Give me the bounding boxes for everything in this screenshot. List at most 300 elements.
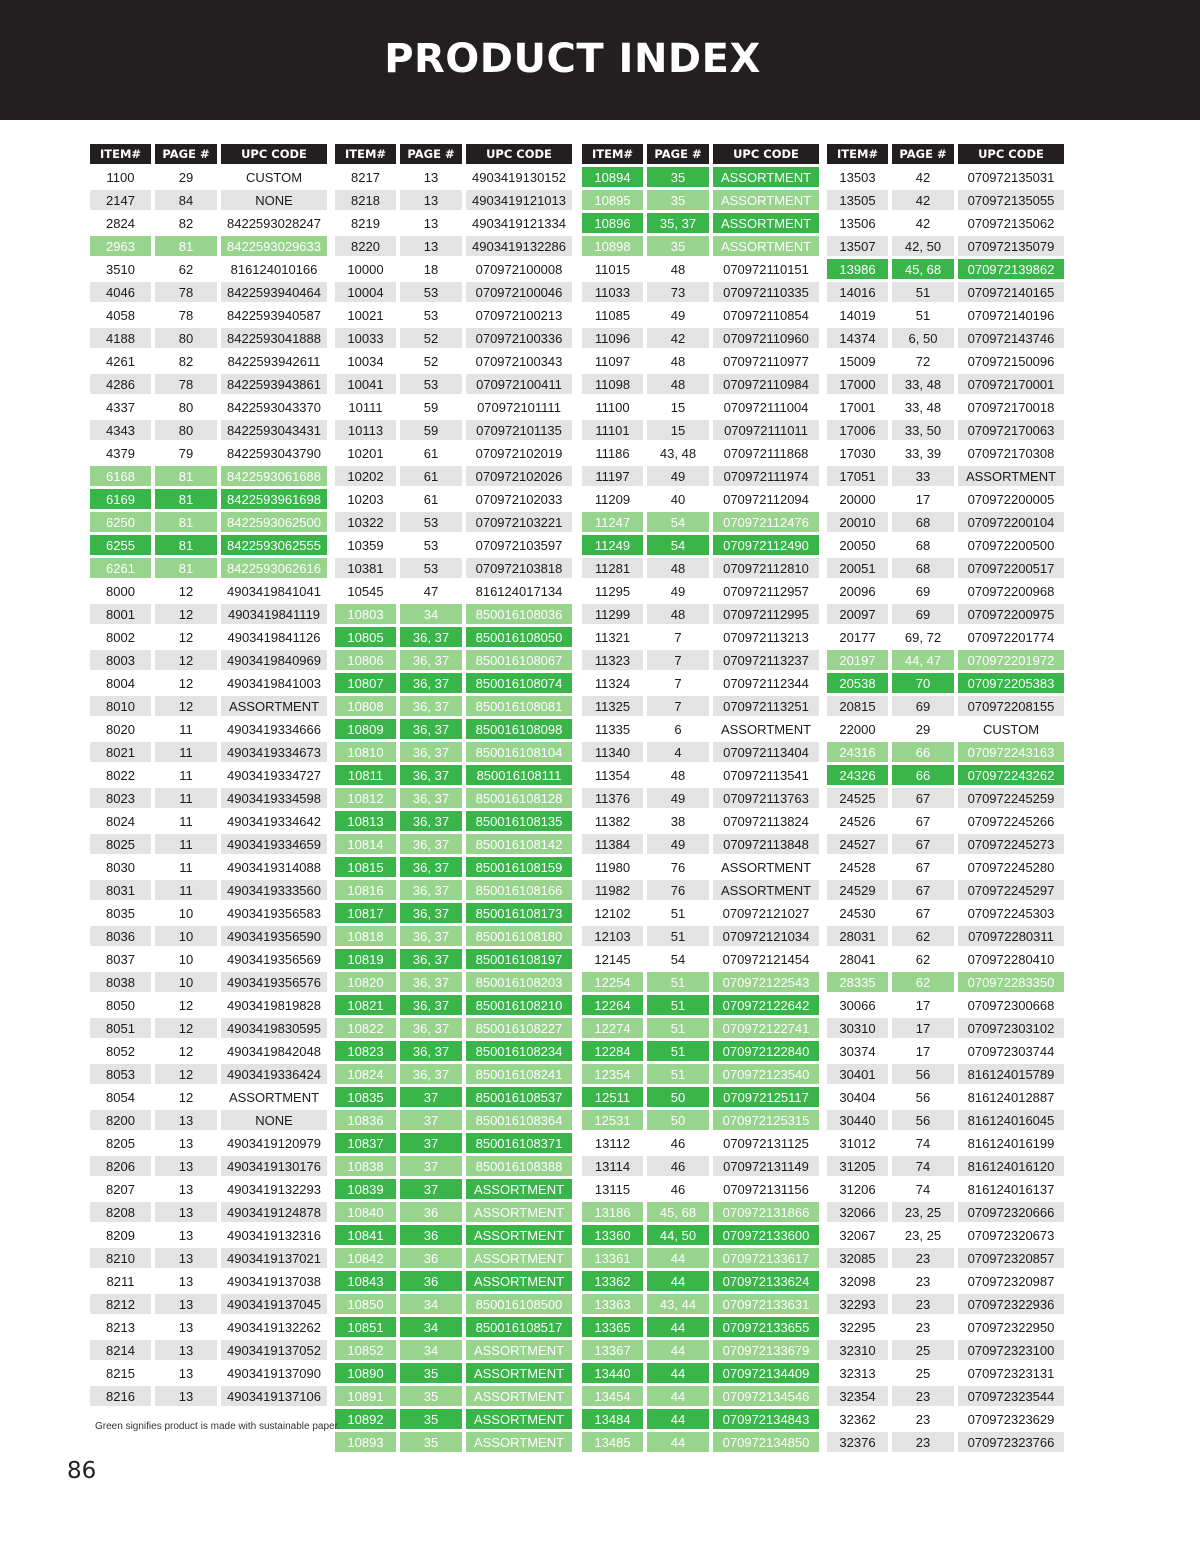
upc-cell: 850016108135 [466, 811, 572, 831]
item-cell: 14016 [827, 282, 888, 302]
table-row [335, 1018, 572, 1038]
item-cell: 32310 [827, 1340, 888, 1360]
table-row [827, 1041, 1064, 1061]
item-cell: 11096 [582, 328, 643, 348]
item-cell: 10839 [335, 1179, 396, 1199]
upc-cell: ASSORTMENT [466, 1202, 572, 1222]
table-row [335, 443, 572, 463]
upc-cell: 4903419132262 [221, 1317, 327, 1337]
column-header-upc: UPC CODE [221, 144, 327, 164]
item-cell: 8220 [335, 236, 396, 256]
item-cell: 20815 [827, 696, 888, 716]
table-row [582, 811, 819, 831]
page-cell: 67 [892, 903, 954, 923]
page-cell: 23 [892, 1271, 954, 1291]
upc-cell: 070972140196 [958, 305, 1064, 325]
upc-cell: 4903419121013 [466, 190, 572, 210]
page-cell: 17 [892, 489, 954, 509]
table-row [582, 903, 819, 923]
upc-cell: 070972140165 [958, 282, 1064, 302]
page-cell: 69, 72 [892, 627, 954, 647]
item-cell: 11323 [582, 650, 643, 670]
item-cell: 8217 [335, 167, 396, 187]
item-cell: 24528 [827, 857, 888, 877]
item-cell: 11085 [582, 305, 643, 325]
table-row [827, 1340, 1064, 1360]
page-cell: 69 [892, 581, 954, 601]
upc-cell: 070972300668 [958, 995, 1064, 1015]
item-cell: 13506 [827, 213, 888, 233]
page-cell: 49 [647, 788, 709, 808]
table-row [335, 305, 572, 325]
table-row [827, 1064, 1064, 1084]
item-cell: 32098 [827, 1271, 888, 1291]
page-cell: 66 [892, 765, 954, 785]
page-cell: 25 [892, 1363, 954, 1383]
upc-cell: 4903419137106 [221, 1386, 327, 1406]
item-cell: 28031 [827, 926, 888, 946]
page-cell: 12 [155, 1041, 217, 1061]
upc-cell: 816124016137 [958, 1179, 1064, 1199]
page-cell: 13 [155, 1386, 217, 1406]
upc-cell: 070972200500 [958, 535, 1064, 555]
page-cell: 78 [155, 305, 217, 325]
table-row [335, 1110, 572, 1130]
table-row [827, 466, 1064, 486]
page-cell: 36, 37 [400, 857, 462, 877]
item-cell: 8036 [90, 926, 151, 946]
page-cell: 36, 37 [400, 949, 462, 969]
table-row [827, 558, 1064, 578]
table-row [827, 397, 1064, 417]
page-cell: 36, 37 [400, 1064, 462, 1084]
item-cell: 2147 [90, 190, 151, 210]
item-cell: 11281 [582, 558, 643, 578]
table-row [335, 1133, 572, 1153]
item-cell: 8000 [90, 581, 151, 601]
upc-cell: ASSORTMENT [466, 1271, 572, 1291]
item-cell: 8031 [90, 880, 151, 900]
upc-cell: 070972122543 [713, 972, 819, 992]
table-row [90, 1386, 327, 1406]
page-cell: 35 [400, 1409, 462, 1429]
item-cell: 24525 [827, 788, 888, 808]
table-row [90, 1271, 327, 1291]
page-cell: 12 [155, 1064, 217, 1084]
table-row [90, 1225, 327, 1245]
upc-cell: 8422593942611 [221, 351, 327, 371]
item-cell: 10843 [335, 1271, 396, 1291]
upc-cell: ASSORTMENT [713, 213, 819, 233]
table-row [582, 1041, 819, 1061]
upc-cell: 070972100411 [466, 374, 572, 394]
upc-cell: 070972280311 [958, 926, 1064, 946]
upc-cell: 8422593043370 [221, 397, 327, 417]
page-cell: 13 [155, 1248, 217, 1268]
table-row [582, 236, 819, 256]
item-cell: 10838 [335, 1156, 396, 1176]
table-row [582, 1133, 819, 1153]
table-row [335, 627, 572, 647]
page-cell: 45, 68 [647, 1202, 709, 1222]
page-cell: 37 [400, 1087, 462, 1107]
table-row [582, 1087, 819, 1107]
page-cell: 50 [647, 1087, 709, 1107]
table-row [827, 696, 1064, 716]
page-cell: 36, 37 [400, 834, 462, 854]
page-cell: 48 [647, 604, 709, 624]
table-row [827, 1018, 1064, 1038]
page-cell: 53 [400, 374, 462, 394]
item-cell: 11980 [582, 857, 643, 877]
page-cell: 11 [155, 719, 217, 739]
table-row [827, 282, 1064, 302]
page-cell: 12 [155, 581, 217, 601]
item-cell: 13485 [582, 1432, 643, 1452]
upc-cell: 850016108371 [466, 1133, 572, 1153]
page-cell: 46 [647, 1179, 709, 1199]
upc-cell: 070972134409 [713, 1363, 819, 1383]
page-cell: 62 [892, 949, 954, 969]
table-row [335, 489, 572, 509]
product-index-table [86, 141, 331, 1409]
page-cell: 25 [892, 1340, 954, 1360]
page-cell: 35 [400, 1432, 462, 1452]
page-cell: 73 [647, 282, 709, 302]
table-row [90, 1110, 327, 1130]
upc-cell: 850016108197 [466, 949, 572, 969]
upc-cell: NONE [221, 1110, 327, 1130]
upc-cell: 8422593043431 [221, 420, 327, 440]
page-cell: 12 [155, 627, 217, 647]
upc-cell: 070972100336 [466, 328, 572, 348]
column-header-page: PAGE # [892, 144, 954, 164]
page-cell: 42 [892, 167, 954, 187]
table-row [827, 1156, 1064, 1176]
page-title: PRODUCT INDEX [384, 36, 761, 82]
upc-cell: 070972121454 [713, 949, 819, 969]
item-cell: 13440 [582, 1363, 643, 1383]
upc-cell: 070972200104 [958, 512, 1064, 532]
table-row [90, 190, 327, 210]
page-cell: 68 [892, 535, 954, 555]
upc-cell: 070972112344 [713, 673, 819, 693]
item-cell: 11249 [582, 535, 643, 555]
table-row [827, 604, 1064, 624]
item-cell: 10201 [335, 443, 396, 463]
table-row [582, 1386, 819, 1406]
table-row [582, 351, 819, 371]
page-cell: 80 [155, 328, 217, 348]
upc-cell: 4903419120979 [221, 1133, 327, 1153]
table-row [827, 1386, 1064, 1406]
table-row [827, 1179, 1064, 1199]
item-cell: 12254 [582, 972, 643, 992]
upc-cell: NONE [221, 190, 327, 210]
table-row [827, 834, 1064, 854]
item-cell: 8003 [90, 650, 151, 670]
upc-cell: 070972133631 [713, 1294, 819, 1314]
item-cell: 10852 [335, 1340, 396, 1360]
page-cell: 13 [400, 190, 462, 210]
item-cell: 6169 [90, 489, 151, 509]
upc-cell: ASSORTMENT [466, 1432, 572, 1452]
item-cell: 10835 [335, 1087, 396, 1107]
item-cell: 10824 [335, 1064, 396, 1084]
upc-cell: 4903419137038 [221, 1271, 327, 1291]
page-cell: 10 [155, 972, 217, 992]
upc-cell: 070972150096 [958, 351, 1064, 371]
upc-cell: 070972323629 [958, 1409, 1064, 1429]
item-cell: 13367 [582, 1340, 643, 1360]
page-cell: 7 [647, 650, 709, 670]
upc-cell: 4903419130152 [466, 167, 572, 187]
upc-cell: 4903419314088 [221, 857, 327, 877]
page-cell: 33, 48 [892, 397, 954, 417]
item-cell: 8010 [90, 696, 151, 716]
table-row [335, 1386, 572, 1406]
page-cell: 66 [892, 742, 954, 762]
upc-cell: 816124015789 [958, 1064, 1064, 1084]
table-row [90, 1087, 327, 1107]
upc-cell: 816124016045 [958, 1110, 1064, 1130]
table-row [582, 696, 819, 716]
table-row [335, 1179, 572, 1199]
upc-cell: ASSORTMENT [221, 696, 327, 716]
table-row [827, 857, 1064, 877]
item-cell: 11098 [582, 374, 643, 394]
table-row [90, 742, 327, 762]
table-row [90, 466, 327, 486]
page-cell: 82 [155, 351, 217, 371]
page-cell: 51 [647, 1064, 709, 1084]
upc-cell: 070972303102 [958, 1018, 1064, 1038]
page-cell: 50 [647, 1110, 709, 1130]
upc-cell: ASSORTMENT [466, 1386, 572, 1406]
upc-cell: 4903419137021 [221, 1248, 327, 1268]
table-row [90, 650, 327, 670]
item-cell: 24530 [827, 903, 888, 923]
page-cell: 69 [892, 696, 954, 716]
item-cell: 8200 [90, 1110, 151, 1130]
page-cell: 13 [155, 1340, 217, 1360]
page-cell: 52 [400, 328, 462, 348]
upc-cell: 070972101111 [466, 397, 572, 417]
upc-cell: 070972133655 [713, 1317, 819, 1337]
upc-cell: ASSORTMENT [713, 167, 819, 187]
upc-cell: 070972201972 [958, 650, 1064, 670]
item-cell: 4343 [90, 420, 151, 440]
table-row [335, 719, 572, 739]
item-cell: 10894 [582, 167, 643, 187]
upc-cell: 070972100008 [466, 259, 572, 279]
item-cell: 13505 [827, 190, 888, 210]
page-cell: 36, 37 [400, 903, 462, 923]
upc-cell: 4903419841041 [221, 581, 327, 601]
item-cell: 8038 [90, 972, 151, 992]
upc-cell: ASSORTMENT [466, 1340, 572, 1360]
upc-cell: 4903419356569 [221, 949, 327, 969]
table-row [90, 1340, 327, 1360]
table-row [827, 1110, 1064, 1130]
upc-cell: 8422593062500 [221, 512, 327, 532]
upc-cell: 816124012887 [958, 1087, 1064, 1107]
upc-cell: 070972133617 [713, 1248, 819, 1268]
column-header-item: ITEM# [582, 144, 643, 164]
item-cell: 8024 [90, 811, 151, 831]
page-cell: 54 [647, 535, 709, 555]
upc-cell: 850016108537 [466, 1087, 572, 1107]
upc-cell: 4903419841003 [221, 673, 327, 693]
upc-cell: ASSORTMENT [713, 719, 819, 739]
upc-cell: ASSORTMENT [466, 1179, 572, 1199]
page-cell: 23 [892, 1432, 954, 1452]
page-cell: 76 [647, 880, 709, 900]
upc-cell: 070972103818 [466, 558, 572, 578]
page-cell: 79 [155, 443, 217, 463]
page-cell: 36, 37 [400, 811, 462, 831]
table-row [827, 420, 1064, 440]
item-cell: 10815 [335, 857, 396, 877]
upc-cell: ASSORTMENT [713, 190, 819, 210]
page-cell: 80 [155, 397, 217, 417]
upc-cell: 070972111011 [713, 420, 819, 440]
table-row [335, 512, 572, 532]
upc-cell: 070972245259 [958, 788, 1064, 808]
upc-cell: 850016108111 [466, 765, 572, 785]
page-cell: 35, 37 [647, 213, 709, 233]
upc-cell: 4903419137090 [221, 1363, 327, 1383]
item-cell: 8208 [90, 1202, 151, 1222]
table-row [582, 1294, 819, 1314]
item-cell: 8025 [90, 834, 151, 854]
page-cell: 13 [155, 1225, 217, 1245]
table-row [582, 558, 819, 578]
page-cell: 61 [400, 443, 462, 463]
upc-cell: 850016108517 [466, 1317, 572, 1337]
table-row [90, 834, 327, 854]
page-cell: 13 [155, 1294, 217, 1314]
table-row [335, 903, 572, 923]
page-cell: 36 [400, 1248, 462, 1268]
table-row [335, 1041, 572, 1061]
table-row [827, 1363, 1064, 1383]
item-cell: 11354 [582, 765, 643, 785]
product-index-table [823, 141, 1068, 1455]
page-cell: 36, 37 [400, 972, 462, 992]
item-cell: 32067 [827, 1225, 888, 1245]
page-cell: 82 [155, 213, 217, 233]
table-row [90, 282, 327, 302]
page-cell: 36 [400, 1202, 462, 1222]
item-cell: 32313 [827, 1363, 888, 1383]
page-cell: 10 [155, 949, 217, 969]
table-row [90, 420, 327, 440]
upc-cell: 850016108364 [466, 1110, 572, 1130]
page-cell: 61 [400, 489, 462, 509]
upc-cell: 070972113541 [713, 765, 819, 785]
upc-cell: 070972245297 [958, 880, 1064, 900]
item-cell: 10322 [335, 512, 396, 532]
upc-cell: 816124016120 [958, 1156, 1064, 1176]
page-cell: 13 [400, 167, 462, 187]
upc-cell: 070972320666 [958, 1202, 1064, 1222]
page-cell: 36, 37 [400, 673, 462, 693]
table-row [827, 903, 1064, 923]
table-row [90, 167, 327, 187]
item-cell: 8211 [90, 1271, 151, 1291]
table-row [335, 1202, 572, 1222]
table-row [582, 328, 819, 348]
item-cell: 1100 [90, 167, 151, 187]
page-cell: 44 [647, 1340, 709, 1360]
table-row [827, 305, 1064, 325]
page-cell: 51 [647, 926, 709, 946]
upc-cell: 8422593062555 [221, 535, 327, 555]
item-cell: 11321 [582, 627, 643, 647]
page-cell: 17 [892, 995, 954, 1015]
table-row [90, 1363, 327, 1383]
table-row [582, 1271, 819, 1291]
table-row [827, 1248, 1064, 1268]
upc-cell: ASSORTMENT [221, 1087, 327, 1107]
table-row [827, 1409, 1064, 1429]
upc-cell: 070972323100 [958, 1340, 1064, 1360]
page-cell: 36, 37 [400, 926, 462, 946]
table-row [827, 374, 1064, 394]
table-row [335, 581, 572, 601]
page-cell: 36, 37 [400, 1041, 462, 1061]
item-cell: 4261 [90, 351, 151, 371]
item-cell: 10821 [335, 995, 396, 1015]
page-cell: 35 [647, 190, 709, 210]
upc-cell: 070972170001 [958, 374, 1064, 394]
item-cell: 24527 [827, 834, 888, 854]
item-cell: 13986 [827, 259, 888, 279]
upc-cell: 850016108159 [466, 857, 572, 877]
table-row [582, 880, 819, 900]
upc-cell: 4903419137045 [221, 1294, 327, 1314]
item-cell: 28335 [827, 972, 888, 992]
upc-cell: 070972102033 [466, 489, 572, 509]
table-row [90, 328, 327, 348]
page-cell: 36, 37 [400, 765, 462, 785]
upc-cell: 070972320673 [958, 1225, 1064, 1245]
table-row [90, 397, 327, 417]
table-row [90, 1018, 327, 1038]
item-cell: 11982 [582, 880, 643, 900]
page-cell: 6, 50 [892, 328, 954, 348]
table-row [335, 1340, 572, 1360]
table-row [582, 167, 819, 187]
item-cell: 8052 [90, 1041, 151, 1061]
page-cell: 10 [155, 926, 217, 946]
page-cell: 13 [155, 1110, 217, 1130]
table-row [90, 696, 327, 716]
page-cell: 13 [155, 1271, 217, 1291]
upc-cell: 4903419334659 [221, 834, 327, 854]
page-cell: 11 [155, 834, 217, 854]
page-cell: 51 [647, 903, 709, 923]
table-row [335, 765, 572, 785]
page-cell: 81 [155, 466, 217, 486]
item-cell: 22000 [827, 719, 888, 739]
page-cell: 69 [892, 604, 954, 624]
table-row [90, 1156, 327, 1176]
page-cell: 81 [155, 512, 217, 532]
table-row [827, 535, 1064, 555]
item-cell: 13365 [582, 1317, 643, 1337]
